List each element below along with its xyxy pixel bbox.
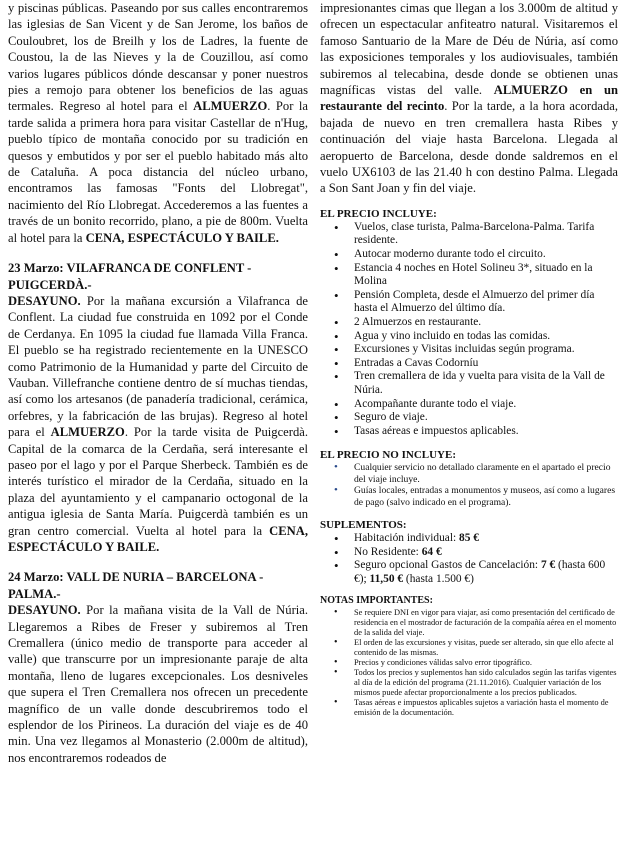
list-item: • Acompañante durante todo el viaje. <box>354 398 618 412</box>
supplements-list <box>320 532 618 586</box>
day24-text: Por la mañana visita de la Vall de Núria. Llegaremos a Ribes de Freser y subiremos al Tren Cremallera (único medio de transporte para acceder al valle) que transcurre por un impresionante paraje de alta montaña, lleno de lugares excepcionales. Los desniveles que supera el Tren Cremallera nos ofrecen un precedente magnífico de un valle donde descubriremos todo el esplendor de los Pirineos. La duración del viaje es de 40 min. Una vez llegamos al Monasterio (2.000m de altitud), nos encontraremos rodeados de <box>8 603 308 765</box>
intro-text: y piscinas públicas. Paseando por sus calles encontraremos las iglesias de San Vicent y de San Jerome, los baños de Couloubret, los de Breilh y los de Ladres, la fuente de Coustou, la de las Nieves y la de Couzillou, así como varios lugares públicos dónde descansar y poner nuestros pies a remojo para obtener los beneficios de las aguas termales. Regreso al hotel para el <box>8 1 308 114</box>
restaurant-lunch-label: ALMUERZO en un restaurante del recinto <box>320 83 618 114</box>
breakfast-label: DESAYUNO. <box>8 293 81 308</box>
breakfast-label: DESAYUNO. <box>8 603 81 618</box>
note-item: • Todos los precios y suplementos han sido calculados según las tarifas vigentes al día de la edición del programa (21.11.2016). Cualquier variación de los mismos puede afectar proporcionalmente a los precios publicados. <box>354 668 618 698</box>
day23-text: Por la mañana excursión a Vilafranca de Conflent. La ciudad fue construida en 1092 por el Conde de Cerdanya. En 1095 la ciudad fue llamada Villa Franca. El pueblo se ha registrado recientemente en la UNESCO como Patrimonio de la Humanidad y parte del Circuito de Vauban. Villefranche contiene dentro de sí muchas tiendas, así como los artesanos (de panadería tradicional, cerámica, orfebres, y la fabricación de las brujas). Regreso al hotel para el <box>8 293 308 440</box>
supplement-label: Habitación individual: <box>354 532 460 544</box>
supplement-single-room <box>354 532 618 546</box>
day24-text-end: . Por la tarde, a la hora acordada, bajada de nuevo en tren cremallera hasta Ribes y continuación del viaje hasta Barcelona. Llegada al aeropuerto de Barcelona, desde donde saldremos en el vuelo UX6103 de las 21.40 h con destino Palma. Llegada a Son Sant Joan y fin del viaje. <box>320 99 618 196</box>
note-item: • Precios y condiciones válidas salvo error tipográfico. <box>354 658 618 668</box>
notes-title: NOTAS IMPORTANTES: <box>320 595 433 607</box>
note-item: • El orden de las excursiones y visitas, puede ser alterado, sin que ello afecte al contenido de las mismas. <box>354 638 618 658</box>
supplement-price: 85 € <box>459 532 479 544</box>
list-item: • Seguro de viaje. <box>354 411 618 425</box>
list-item: • Pensión Completa, desde el Almuerzo del primer día hasta el Almuerzo del último día. <box>354 289 618 316</box>
list-item: • Tren cremallera de ida y vuelta para visita de la Vall de Núria. <box>354 370 618 397</box>
day23-text-continued: . Por la tarde visita de Puigcerdà. Capital de la comarca de la Cerdaña, será interesante el paseo por el lago y por el Parque Sherbeck. También es de interés turístico el mirador de la Cerdaña, situado en la plaza del ayuntamiento y el campanario octogonal de la antigua iglesia de Santa María. Puigcerdà también es un gran centro comercial. Vuelta al hotel para la <box>8 425 309 538</box>
dinner-label: CENA, ESPECTÁCULO Y BAILE. <box>8 523 308 554</box>
note-item: • Se requiere DNI en vigor para viajar, así como presentación del certificado de residencia en el mostrador de facturación de la compañía aérea en el momento de la salida del viaje. <box>354 608 618 638</box>
excludes-list <box>320 462 618 508</box>
list-item: • Estancia 4 noches en Hotel Solineu 3*, situado en la Molina <box>354 262 618 289</box>
supplement-price: 7 € <box>540 559 556 572</box>
day23-paragraph <box>8 293 308 556</box>
dinner-label: CENA, ESPECTÁCULO Y BAILE. <box>85 230 279 245</box>
list-item: • Agua y vino incluido en todas las comidas. <box>354 330 618 344</box>
day24-text-continued: impresionantes cimas que llegan a los 3.000m de altitud y ofrecen un espectacular anfiteatro natural. Visitaremos el famoso Santuario de la Mare de Déu de Núria, así como las exposiciones temporales y los audiovisuales, también subiremos al telecabina, desde donde se obtienen unas magníficas vistas del valle. <box>320 1 618 98</box>
list-item: • Vuelos, clase turista, Palma-Barcelona-Palma. Tarifa residente. <box>354 221 618 248</box>
note-item: • Tasas aéreas e impuestos aplicables sujetos a variación hasta el momento de emisión de la documentación. <box>354 698 618 718</box>
supplement-price: 64 € <box>421 545 442 558</box>
excludes-title: EL PRECIO NO INCLUYE: <box>320 449 456 462</box>
lunch-label: ALMUERZO <box>50 425 125 440</box>
list-item: • Tasas aéreas e impuestos aplicables. <box>354 425 618 439</box>
left-column <box>8 0 308 766</box>
lunch-label: ALMUERZO <box>193 99 268 114</box>
supplement-non-resident <box>354 546 618 560</box>
includes-title: EL PRECIO INCLUYE: <box>320 207 437 220</box>
notes-list <box>320 608 618 718</box>
supplement-cancellation-insurance <box>354 559 618 586</box>
list-item: • Excursiones y Visitas incluidas según programa. <box>354 343 618 357</box>
intro-paragraph <box>8 0 308 246</box>
list-item: • Guías locales, entradas a monumentos y museos, así como a lugares de pago (salvo indicado en el programa). <box>354 485 618 508</box>
intro-text-continued: . Por la tarde salida a primera hora para visitar Castellar de n'Hug, pueblo típico de montaña conocido por su tradición en quesos y embutidos y por ser el pueblo habitado más alto de Cataluña. A poca distancia del núcleo urbano, encontramos las famosas "Fonts del Llobregat", nacimiento del Río Llobregat. Accederemos a las fuentes a través de un bonito recorrido, plano, a pie de 800m. Vuelta al hotel para la <box>8 99 308 245</box>
supplement-condition: (hasta 1.500 €) <box>403 572 474 585</box>
supplement-condition: (hasta 600 €); <box>354 559 606 585</box>
right-column <box>320 0 618 718</box>
day24-continued-paragraph <box>320 0 618 197</box>
list-item: • Entradas a Cavas Codorníu <box>354 357 618 371</box>
supplement-label: No Residente: <box>354 545 422 558</box>
day24-paragraph <box>8 602 308 766</box>
supplements-title: SUPLEMENTOS: <box>320 519 407 531</box>
day23-title: 23 Marzo: VILAFRANCA DE CONFLENT - PUIGCERDÀ.- <box>8 261 252 292</box>
list-item: • 2 Almuerzos en restaurante. <box>354 316 618 330</box>
list-item: • Cualquier servicio no detallado claramente en el apartado el precio del viaje incluye. <box>354 462 618 485</box>
day24-title: 24 Marzo: VALL DE NURIA – BARCELONA - PALMA.- <box>8 570 264 601</box>
supplement-label: Seguro opcional Gastos de Cancelación: <box>354 559 541 572</box>
list-item: • Autocar moderno durante todo el circuito. <box>354 248 618 262</box>
includes-list <box>320 221 618 439</box>
supplement-price: 11,50 € <box>369 572 404 585</box>
